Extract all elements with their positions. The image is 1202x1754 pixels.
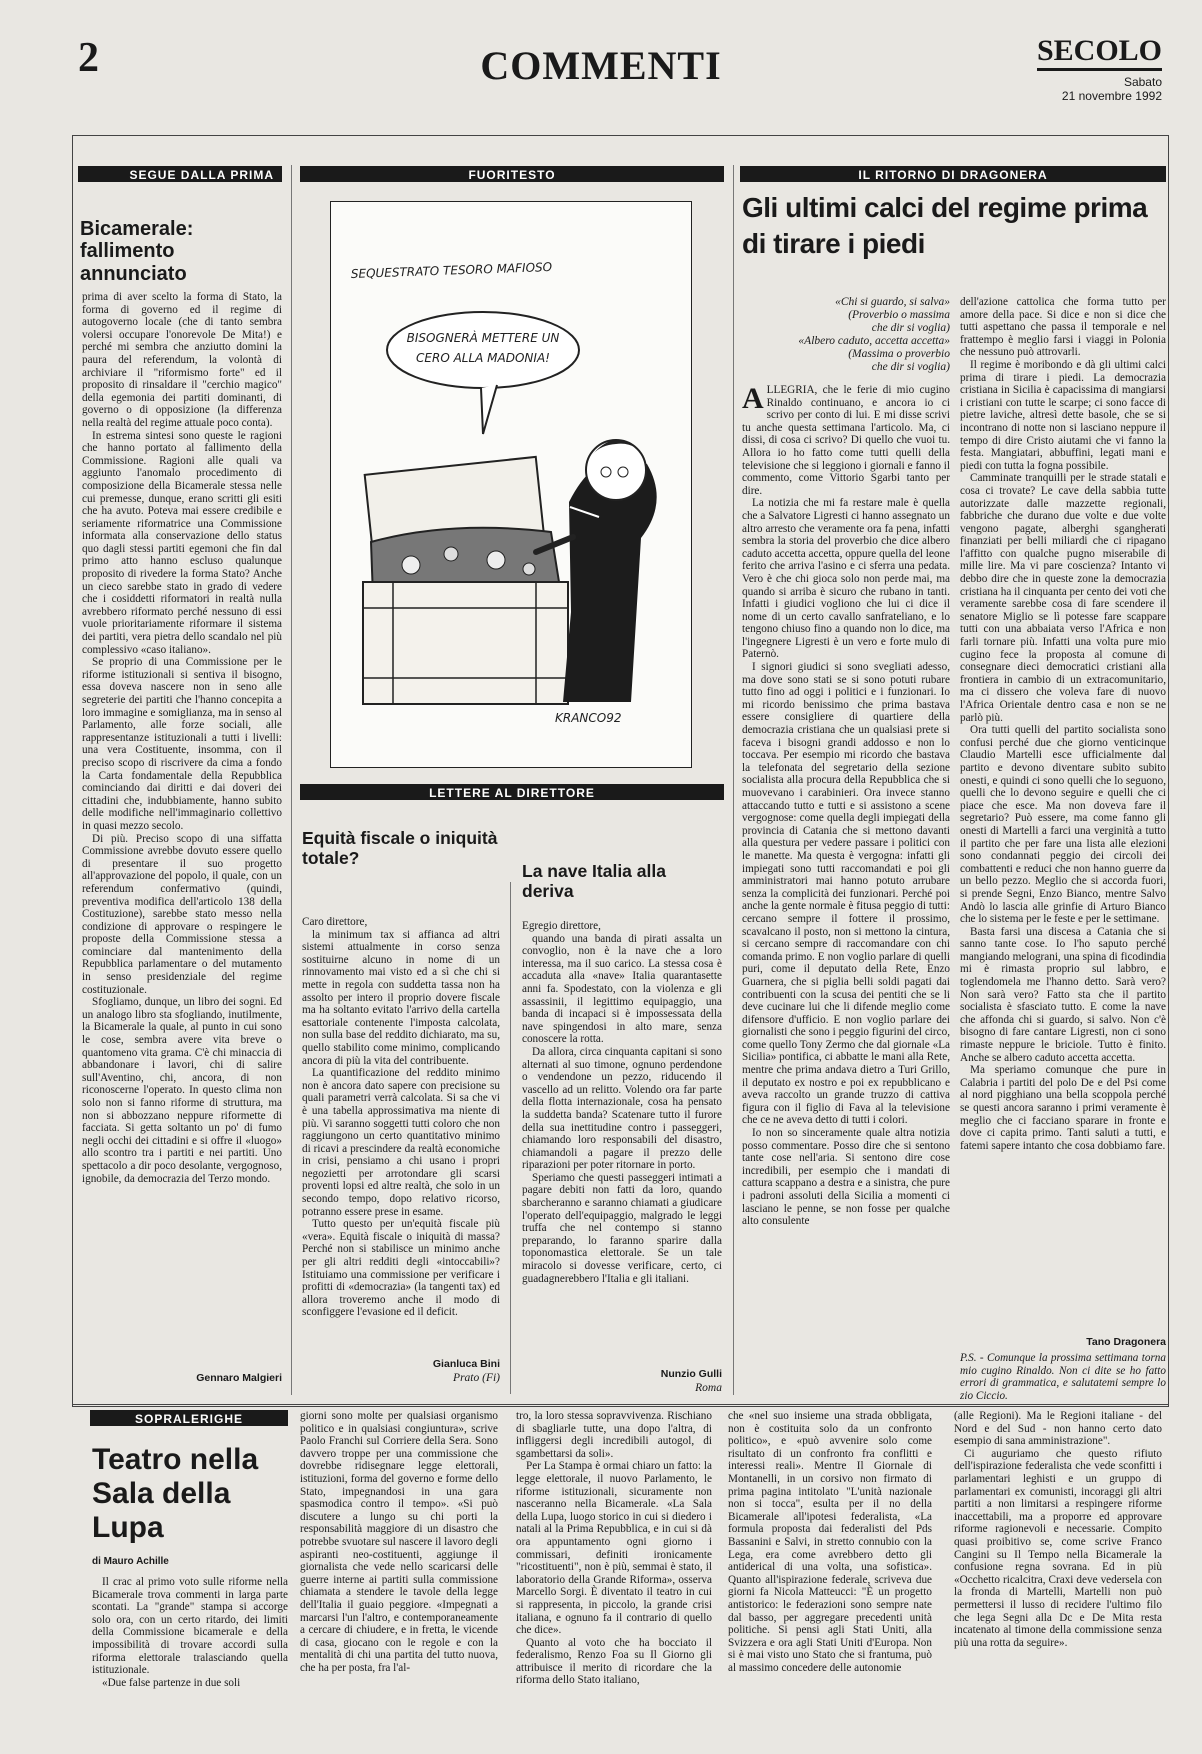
balloon-line-2: CERO ALLA MADONIA! bbox=[416, 351, 550, 365]
col3-body-right bbox=[960, 296, 1166, 1354]
bottom-para: «Due false partenze in due soli bbox=[102, 1676, 241, 1689]
col3-para: ALLEGRIA, che le ferie di mio cugino Rinaldo continuano, e ancora io ci scrivo per conto di lui. E mi disse scrivi tu anche questa settimana l'articolo. Ma, ci dissi, di cosa ci scrivo? Di quello che vuoi tu. Allora io ho fatto come tutti quelli della televisione che si leggiono i giornali e fanno il commento, come Vittorio Sgarbi tanto per dire. bbox=[742, 384, 950, 497]
letter2-para: Egregio direttore, bbox=[522, 920, 601, 932]
col3-para: dell'azione cattolica che forma tutto per amore della pace. Si dice e non si dice che tutti aspettano che passa il temporale e nel frattempo è meglio farsi i viaggi in Polonia che nessuno può attrovarli. bbox=[960, 296, 1166, 359]
bottom-para: che «nel suo insieme una strada obbligata, non è costituita solo da un confronto politico», e «può avvenire solo come risultato di un confronto fra conflitti e interessi reali». Mentre Il Giornale di Montanelli, in un corsivo non firmato di prima pagina intitolato "L'unità nazionale non si tocca", esulta per il no della Bicamerale all'ipotesi federalista, «La formula proposta dai federalisti del Pds Bassanini e Salvi, in stretto connubio con la Lega, era come avrebbero detto gli antiderical di una volta, una sofistica». Quanto all'ispirazione federale, scriveva due giorni fa Nicola Matteucci: "È un progetto antistorico: le federazioni sono sempre nate dal basso, per aggregare precedenti unità politiche. Si pensi agli Stati Uniti, alla Svizzera e ora agli Stati Uniti d'Europa. Non si è mai visto uno Stato che si frantuma, può al massimo concedere delle autonomie bbox=[728, 1410, 932, 1674]
bottom-para: Quanto al voto che ha bocciato il federalismo, Renzo Foa su Il Giorno gli attribuisce il merito di ricordare che la riforma dello Stato italiano, bbox=[516, 1636, 712, 1687]
letter1-para: la minimum tax si affianca ad altri sistemi attualmente in corso senza sostituirne alcuno in nome di un rinnovamento mai visto ed a sì che chi si mette in regola con suddetta tassa non ha assolto per intero il proprio dovere fiscale ma ha soltanto evitato l'arrivo della cartella esattoriale contenente l'imposta calcolata, non sulla base del reddito dichiarato, ma su, quello stabilito come minimo, complicando ancora di più la vita del contribuente. bbox=[302, 928, 500, 1067]
bottom-col3 bbox=[516, 1410, 712, 1748]
balloon-tail bbox=[481, 385, 497, 434]
letter1-headline: Equità fiscale o iniquità totale? bbox=[302, 828, 498, 868]
man-head bbox=[586, 440, 646, 500]
cartoon-drawing bbox=[331, 202, 691, 767]
masthead-logo: SECOLO bbox=[1037, 36, 1162, 71]
letter2-signature: Nunzio Gulli bbox=[660, 1368, 722, 1380]
letter1-para: Tutto questo per un'equità fiscale più «vera». Equità fiscale o iniquità di massa? Perché non si stabilisce un minimo anche per gli altri redditi degli «intoccabili»? Istituiamo una commissione per verificare i profitti di «democrazia» (la tangenti tax) ed allora troveremo anche il modo di sconfiggere l'evasione ed il deficit. bbox=[302, 1218, 500, 1319]
col3-para: La notizia che mi fa restare male è quella che a Salvatore Ligresti ci hanno assegnato un altro arresto che veramente ora fa pena, infatti sembra la storia del proverbio che dice albero caduto accetta accetta, oppure quella del leone ferito che arriva l'asino e ci sferra una pedata. Vero è che chi gioca solo non perde mai, ma quando si arriba è sicuro che rubano in tanti. Infatti i giudici vogliono che lui ci dice il nome di un certo cavallo sanfrateliano, e lo tengono chiuso fino a quando non lo dice, ma l'ingegnere Ligresti è un vero e forte mulo di Paternò. bbox=[742, 497, 950, 661]
col3-para: Ma speriamo comunque che pure in Calabria i partiti del polo De e del Psi come al nord pigghiano una bella scoppola perché se questi ancora saranno i primi veramente è meglio che ci facciano sparare in fronte e dove ci capita primo. Tanti saluti a tutti, e fatemi sapere intanto che cosa dobbiamo fare. bbox=[960, 1064, 1166, 1152]
col1-para: Di più. Preciso scopo di una siffatta Commissione avrebbe dovuto essere quello di presentare il suo progetto all'approvazione del popolo, il quale, con un referendum confermativo (quindi, preventiva modifica dell'articolo 138 della Costituzione), sarebbe stato messo nella condizione di approvare o respingere le proposte della Commissione stessa a cominciare dal mantenimento della Repubblica parlamentare o del mutamento in senso presidenziale del regime costituzionale. bbox=[82, 832, 282, 996]
balloon-line-1: BISOGNERÀ METTERE UN bbox=[406, 331, 560, 345]
letter2-para: Da allora, circa cinquanta capitani si sono alternati al suo timone, ognuno perdendone o vendendone un pezzo, riducendo il vascello ad un relitto. Volendo ora far parte della flotta internazionale, cosa ha pensato la suddetta banda? Scatenare tutto il furore della sua inettitudine contro i passeggeri, chiamando loro responsabili del disastro, chiamandoli a pagare il prezzo delle riparazioni per poter ritornare in porto. bbox=[522, 1045, 722, 1172]
kicker-lettere: LETTERE AL DIRETTORE bbox=[300, 784, 724, 800]
drop-cap: A bbox=[742, 384, 764, 415]
kicker-segue: SEGUE DALLA PRIMA bbox=[78, 166, 282, 182]
letter1-body bbox=[302, 916, 500, 1346]
bottom-para: Il crac al primo voto sulle riforme nella Bicamerale trova commenti in larga parte scontati. La "grande" stampa si accorge solo ora, con un certo ritardo, dei limiti della Commissione bicamerale e della impossibilità di trovare accordi sulla riforma elettorale tralasciando quella istituzionale. bbox=[92, 1576, 288, 1677]
col3-para: Ora tutti quelli del partito socialista sono confusi perché due che giorno venticinque Claudio Martelli esce ufficialmente dal partito e devono diventare subito subito onesti, e quindi ci sono quelli che lo seguono, quelli che lo devono seguire e quelli che ci piace che esce. Ma non doveva fare il segretario? Può essere, ma come fanno gli onesti di Martelli a farci una verginità a tutto il partito che per fare una lista alle elezioni sono condannati peggio dei circoli dei combattenti e reduci che non hanno guerre da un bello pezzo. Meglio che si accorda fuori, si prende Segni, Enzo Bianco, mentre Salvo Andò lo lascia alle grinfie di Arturo Bianco che lo sistema per le feste e per le settimane. bbox=[960, 724, 1166, 926]
bottom-col5 bbox=[954, 1410, 1162, 1748]
column-rule bbox=[291, 165, 292, 1395]
col1-para: prima di aver scelto la forma di Stato, la forma di governo ed il regime di autogoverno locale (che di tanto sembra volersi occupare l'onorevole De Mita!) e perché mi sembra che anziutto domini la paura del referendum, la volontà di archiviare il "riformismo forte" ed il proposito di rinsaldare il "cerchio magico" della egemonia dei partiti dominanti, di governo o di opposizione (la differenza nella realtà del regime attuale poco conta). bbox=[82, 291, 282, 429]
col1-para: In estrema sintesi sono queste le ragioni che hanno portato al fallimento della Commissione. Ragioni alle quali va aggiunto l'anomalo procedimento di composizione della Bicamerale stessa nelle cui premesse, dunque, erano scritti gli esiti che ha avuto. Poteva mai essere credibile e seriamente riformatrice una Commissione informata alla conservazione dello status quo dagli stessi partiti egemoni che fin dal primo atto hanno escluso qualunque proposito di rivedere la forma Stato? Anche un cieco sarebbe stato in grado di vedere che i cosiddetti riformatori in realtà nulla avrebbero riformato perché nessuno di essi vuole prioritariamente riformare il sistema dei partiti, vera pietra dello scandalo nel più complessivo «caso italiano». bbox=[82, 429, 282, 656]
col3-para: Io non so sinceramente quale altra notizia posso commentare. Posso dire che si sentono tante cose nell'aria. Si sentono dire cose incredibili, per esempio che i mandati di cattura scappano a destra e a sinistra, che pure i padroni assoluti della Sicilia a momenti ci lasciano le penne, se non fosse per qualche alto consulente bbox=[742, 1127, 950, 1228]
col1-body bbox=[82, 291, 282, 1353]
letter1-para: Caro direttore, bbox=[302, 916, 368, 928]
letter2-para: Speriamo che questi passeggeri intimati a pagare debiti non fatti da loro, quando sbarcheranno e saranno chiamati a giudicare l'operato dell'equipaggio, malgrado le leggi truffa che nel contempo si stanno preparando, lo faranno sparire dalla toponomastica elettorale. Se un tale miracolo si dovesse verificare, certo, ci guadagnerebbero l'Italia e gli italiani. bbox=[522, 1171, 722, 1285]
kicker-fuoritesto: FUORITESTO bbox=[300, 166, 724, 182]
bottom-divider bbox=[72, 1404, 1168, 1405]
letter1-place: Prato (Fi) bbox=[453, 1372, 500, 1384]
col3-para: I signori giudici si sono svegliati adesso, ma dove sono stati se si sono potuti rubare tutto fino ad oggi i politici e i funzionari. Io mi ricordo benissimo che prima bastava essere consigliere di quartiere della democrazia cristiana che un qualsiasi prete si faceva i bisogni grandi addosso e non lo toccava. Per esempio mi ricordo che bastava la telefonata del segretario della sezione socialista alla procura della Repubblica che si muovevano i carabinieri. Ora invece stanno attaccando tutto e tutti e si assistono a scene vergognose: come quella degli impiegati della provincia di Catania che si mettono davanti alla questura per vedere passare i politici con le manette. Ma questa è vergogna: infatti gli impiegati sono tutti raccomandati e poi gli amministratori mai hanno potuto arrubare senza la complicità dei funzionari. Perché poi anche la gente normale è fitusa peggio di tutti: cercano sempre il fottere il prossimo, scavalcano il posto, non si mettono la cintura, si cercano sempre di raccomandare con chi comanda primo. E non voglio parlare di quelli puri, come il deputato della Rete, Enzo Guarnera, che si piglia belli soldi pagati dai contribuenti con la scusa dei pentiti che se li deve cucinare lui che li difende meglio come difensore d'ufficio. E non voglio parlare dei giornalisti che sono i peggio figurini del circo, come quello Tony Zermo che dal giornale «La Sicilia» pontifica, ci abbatte le mani alla Rete, mentre che prima andava dietro a Turi Grillo, il deputato ex nostro e poi ex repubblicano e aveva raccolto un grande truzzo di cattiva figura con il figlio di Fava al la televisione che ce ne aveva detto di tutti i colori. bbox=[742, 661, 950, 1127]
letter2-place: Roma bbox=[695, 1382, 722, 1394]
section-title: COMMENTI bbox=[480, 43, 722, 88]
bottom-byline: di Mauro Achille bbox=[92, 1556, 169, 1567]
cartoon bbox=[330, 201, 692, 768]
letters-rule bbox=[510, 882, 511, 1394]
bottom-para: giorni sono molte per qualsiasi organismo politico e in qualsiasi congiuntura», scrive Paolo Franchi sul Corriere della Sera. Sono davvero troppe per una commissione che dovrebbe ridisegnare legge elettorali, istituzioni, forma del governo e forme dello Stato, impegnandosi in una gara spasmodica contro il tempo». «Si può discutere a lungo su chi porti la responsabilità maggiore di un disastro che potrebbe svuotare sul nascere il lavoro degli aspiranti neo-costituenti, aggiunge il giornalista che vede nello scaricarsi delle guerre interne ai partiti sulla commissione chiamata a stendere le tavole della legge dell'Italia il guaio peggiore. «Impegnati a marcarsi l'un l'altro, e contemporaneamente a cercare di chiudere, e in fretta, le vicende di casa, giocano con le regole e con la mentalità di chi una partita del tutto nuova, che ha per posta, fra l'al- bbox=[300, 1410, 498, 1674]
epigraph-line: che dir si voglia) bbox=[871, 322, 950, 334]
letter1-signature: Gianluca Bini bbox=[432, 1358, 500, 1370]
col3-ps: P.S. - Comunque la prossima settimana torna mio cugino Rinaldo. Non ci dite se ho fatto errori di grammatica, e salutatemi sempre lo zio Ciccio. bbox=[960, 1352, 1166, 1402]
bottom-col2 bbox=[300, 1410, 498, 1748]
column-rule bbox=[733, 165, 734, 1395]
col3-headline: Gli ultimi calci del regime prima di tirare i piedi bbox=[742, 192, 1148, 259]
bottom-para: Ci auguriamo che questo rifiuto dell'ispirazione federalista che vede sconfitti i parlamentari leghisti e un gruppo di parlamentari ex comunisti, incoraggi gli altri partiti a non limitarsi a respingere riforme inaccettabili, ma a proporre ed approvare riforme ragionevoli e necessarie. Compito quasi proibitivo se, come scrive Franco Cangini su Il Tempo nella Bicamerale la confusione regna sovrana. Ed in più «Occhetto ricalcitra, Craxi deve vedersela con la fronda di Martelli, Martelli non può permettersi il lusso di recidere l'ultimo filo che lega Segni alla Dc e De Mita resta incatenato al timone della commissione senza più una rotta da seguire». bbox=[954, 1447, 1162, 1649]
epigraph-line: (Proverbio o massima bbox=[848, 309, 950, 321]
epigraph-line: «Chi si guardo, si salva» bbox=[835, 296, 950, 308]
letter2-para: quando una banda di pirati assalta un convoglio, non è la nave che a loro interessa, ma il suo carico. La stessa cosa è accaduta alla «nave» Italia quarantasette anni fa. Spodestato, con la violenza e gli assassinii, il legittimo equipaggio, una banda di incapaci si è impossessata della nave spingendosi in alto mare, senza conoscere la rotta. bbox=[522, 932, 722, 1046]
epigraph-line: che dir si voglia) bbox=[871, 361, 950, 373]
col3-para: Camminate tranquilli per le strade statali e cosa ci trovate? Le cave della sabbia tutte autorizzate dalle mazzette regionali, fabbriche che durano due volte e due volte vengono pagate, alberghi sgangherati finanziati per belli miliardi che ci ripagano l'affitto con qualche pugno miserabile di mille lire. Ma vi pare coscienza? Intanto vi debbo dire che in queste zone la democrazia cristiana ha il cinquanta per cento dei voti che veramente sarebbe cosa di fare scendere il senatore Miglio se lì potesse fare scappare tutti con una abbaiata verso l'Africa e non farli tornare più. Infatti una volta pure mio cugino fece la proposta al comune di consegnare dieci democratici cristiani alla frontiera in cambio di un extracomunitario, ma ci dissero che voleva fare di nuovo l'Africa Orientale dentro casa e non se ne parlò più. bbox=[960, 472, 1166, 724]
col3-body-left bbox=[742, 384, 950, 1402]
col3-epigraph bbox=[742, 296, 950, 374]
cartoon-sign: SEQUESTRATO TESORO MAFIOSO bbox=[350, 259, 553, 281]
bottom-col1 bbox=[92, 1576, 288, 1746]
bottom-para: (alle Regioni). Ma le Regioni italiane - del Nord e del Sud - non hanno certo dato esempio di sana amministrazione". bbox=[954, 1410, 1162, 1448]
col1-para: Sfogliamo, dunque, un libro dei sogni. Ed un analogo libro sta sfogliando, inutilmente, la Bicamerale la quale, al punto in cui sono le cose, sembra avere vita breve o quantomeno vita grama. C'è chi minaccia di abbandonare i lavori, chi di salire sull'Aventino, chi, ancora, di non riconoscerne l'operato. In questo clima non solo non si fanno riforme di struttura, ma non si abbozzano neppure riformette di facciata. Si getta soltanto un po' di fumo negli occhi dei cittadini e si offre il «luogo» allo scontro tra i partiti e nei partiti. Uno spettacolo a dir poco desolante, vergognoso, ignobile, da democrazia del Terzo mondo. bbox=[82, 996, 282, 1185]
epigraph-line: «Albero caduto, accetta accetta» bbox=[798, 335, 950, 347]
speech-balloon bbox=[387, 312, 579, 388]
date-line-2: 21 novembre 1992 bbox=[1061, 89, 1162, 104]
date-line-1: Sabato bbox=[1123, 75, 1162, 89]
letter1-para: La quantificazione del reddito minimo non è ancora dato sapere con precisione su quali parametri verrà calcolata. Si sa che vi è una tabella approssimativa ma niente di più. Vi saranno soggetti tutti coloro che non raggiungono un certo quantitativo minimo di ricavi a prescindere da realtà economiche in crisi, pensiamo a chi usano i propri negozietti per arrotondare gli scarsi proventi lopsi ed altre realtà, che solo in un secondo tempo, dopo relativo ricorso, potranno essere prese in esame. bbox=[302, 1067, 500, 1218]
bottom-col4 bbox=[728, 1410, 932, 1748]
col1-signature: Gennaro Malgieri bbox=[196, 1372, 282, 1384]
col1-para: Se proprio di una Commissione per le riforme istituzionali si sentiva il bisogno, essa doveva nascere non in seno alle segreterie dei partiti che l'hanno concepita a loro immagine e somiglianza, ma in senso al Parlamento, alle forze sociali, alle rappresentanze istituzionali a tutti i livelli: una vera Costituente, insomma, con il preciso scopo di riscrivere da cima a fondo la Carta fondamentale della Repubblica cominciando dai diritti e dai doveri dei cittadini che, indubbiamente, hanno subito delle modifiche nell'immaginario collettivo in quasi mezzo secolo. bbox=[82, 656, 282, 832]
col3-para: Basta farsi una discesa a Catania che si sanno tante cose. Io l'ho saputo perché mangiando melograni, una spina di ficodindia mi è rimasta proprio sul labbro, e toglendomela me l'hanno detto. Sarà vero? Non sarà vero? Fatto sta che il partito socialista è sfasciato tutto. E come la nave che affonda chi si guardo, si salvo. Non c'è bisogno di fare cantare Ligresti, non ci sono rimaste neppure le briciole. Tutto è finito. Anche se albero caduto accetta accetta. bbox=[960, 925, 1166, 1064]
bottom-headline: Teatro nella Sala della Lupa bbox=[92, 1443, 259, 1544]
bottom-para: Per La Stampa è ormai chiaro un fatto: la legge elettorale, il nuovo Parlamento, le riforme istituzionali, sicuramente non nasceranno nella Bicamerale. «La Sala della Lupa, luogo storico in cui si diedero i natali al la Prima Repubblica, e in cui si dà ora appuntamento ogni giorno i commissari, definiti ironicamente "ricostituenti", non è più, semmai è stato, il laboratorio della Grande Riforma», osserva Marcello Sorgi. È diventato il teatro in cui si rappresenta, in piccolo, la grande crisi italiana, e ognuno fa il contrario di quello che dice». bbox=[516, 1460, 712, 1637]
letter2-body bbox=[522, 920, 722, 1362]
kicker-dragonera: IL RITORNO DI DRAGONERA bbox=[740, 166, 1166, 182]
col1-headline: Bicamerale: fallimento annunciato bbox=[80, 218, 194, 285]
page-number: 2 bbox=[78, 35, 99, 81]
masthead bbox=[1037, 36, 1162, 104]
letter2-headline: La nave Italia alla deriva bbox=[522, 861, 666, 901]
bottom-para: tro, la loro stessa sopravvivenza. Rischiano di sbagliarle tutte, una dopo l'altra, di infliggersi degli incredibili autogol, di sgambettarsi da soli». bbox=[516, 1410, 712, 1460]
epigraph-line: (Massima o proverbio bbox=[848, 348, 950, 360]
col3-para: Il regime è moribondo e dà gli ultimi calci prima di tirare i piedi. La democrazia cristiana in Sicilia è capacissima di mangiarsi i cristiani con tutte le scarpe; ci sono facce di pietre laviche, altresì dette basole, che se si incontrano di notte non si lasciano neppure il tempo di dire Cristo aiutami che vi fanno la festa. Mangiatari, abbuffini, legati mani e piedi con tutta la fogna possibile. bbox=[960, 358, 1166, 472]
cartoon-artist: KRANCO92 bbox=[555, 711, 622, 725]
kicker-sopralerighe: SOPRALERIGHE bbox=[90, 1410, 288, 1426]
col3-signature: Tano Dragonera bbox=[1086, 1336, 1166, 1348]
